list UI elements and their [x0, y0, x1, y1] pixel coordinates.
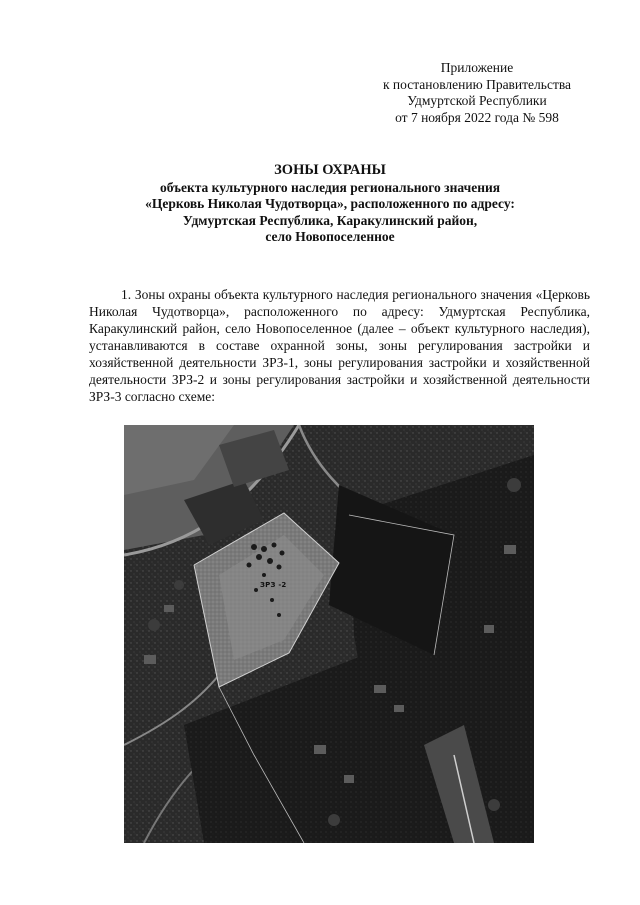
appendix-region: Удмуртской Республики [407, 93, 547, 108]
appendix-date-number: от 7 ноября 2022 года № 598 [395, 109, 559, 125]
title-line-2: «Церковь Николая Чудотворца», расположенного по адресу: [145, 196, 515, 211]
appendix-reference: к постановлению Правительства [382, 76, 572, 92]
appendix-header [362, 60, 592, 126]
title-main: ЗОНЫ ОХРАНЫ [274, 162, 386, 178]
protection-zones-scheme [124, 425, 534, 843]
satellite-map-image [124, 425, 534, 843]
document-title [80, 162, 580, 246]
title-line-4: село Новопоселенное [265, 229, 395, 244]
title-line-1: объекта культурного наследия регионального значения [159, 179, 501, 195]
title-line-3: Удмуртская Республика, Каракулинский район, [182, 212, 478, 228]
zone-label-zrz2: ЗРЗ -2 [260, 581, 287, 589]
appendix-title: Приложение [440, 60, 514, 75]
paragraph-1: 1. Зоны охраны объекта культурного наследия регионального значения «Церковь Николая Чудотворца», расположенного по адресу: Удмуртская Республика, Каракулинский район, село Новопоселенное (далее – объект культурного наследия), устанавливаются в составе охранной зоны, зоны регулирования застройки и хозяйственной деятельности ЗРЗ-1, зоны регулирования застройки и хозяйственной деятельности ЗРЗ-2 и зоны регулирования застройки и хозяйственной деятельности ЗРЗ-3 согласно схеме: [89, 287, 590, 404]
